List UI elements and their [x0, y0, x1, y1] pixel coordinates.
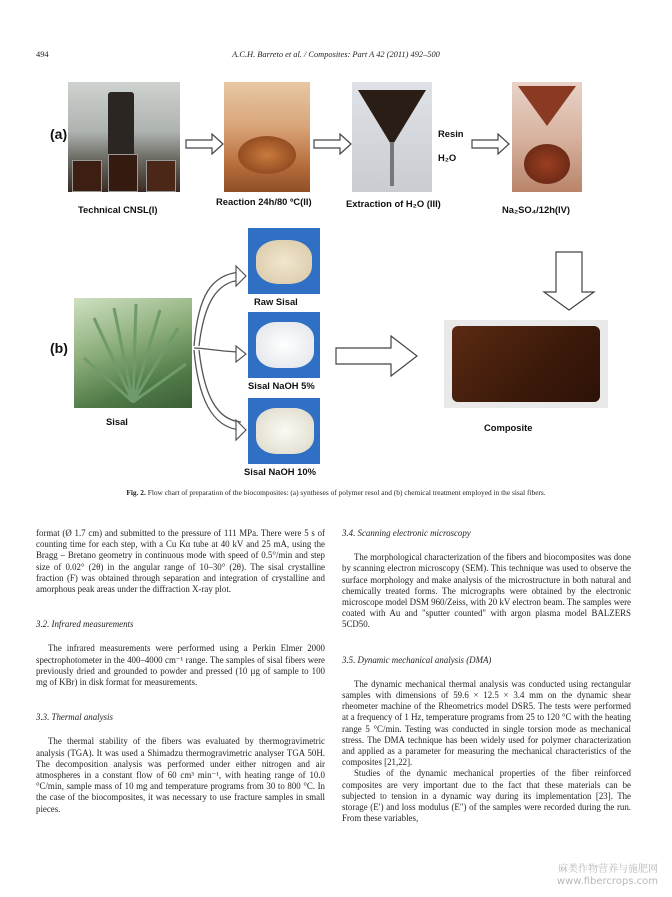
label-h2o: H₂O: [438, 152, 457, 163]
branch-upper-head: [236, 266, 246, 286]
figure-caption: [36, 488, 636, 498]
branch-lower-head: [236, 420, 246, 440]
watermark: [557, 864, 658, 888]
label-extraction: Extraction of H₂O (III): [346, 198, 441, 209]
para-dma-1: The dynamic mechanical thermal analysis was conducted using rectangular samples with dimensions of 59.6 × 12.5 × 3.4 mm on the dynamic shear rheometer machine of the Rheometrics model DSR5. The tests were performed at a frequency of 1 Hz, temperature programs from 25 to 120 °C with the heating range 5 °C/min. Testing was conducted in single torsion mode as mechanical stress. The DMA technique has been widely used for polymer characterization and applied as a parameter for measuring the mechanical characteristics of the composites [21,22].: [342, 678, 631, 768]
para-thermal: The thermal stability of the fibers was evaluated by thermogravimetric analysis (TGA). It was used a Shimadzu thermogravimetric analyser TGA 50H. The decomposition analysis was performed under either nitrogen and air atmospheres in a constant flow of 60 cm³ min⁻¹, with heating range of 10.0 °C/min, sample mass of 10 mg and temperature programs from 30 to 800 °C. In the case of the biocomposites, it was necessary to use fracture samples in small pieces.: [36, 736, 325, 814]
para-dma-2: Studies of the dynamic mechanical properties of the fiber reinforced composites are very important due to the fact that these materials can be subjected to tension in a dynamic way during its implementation [23]. The storage (E′) and loss modulus (E″) of the samples were recorded during the run. From these variables,: [342, 768, 631, 824]
caption-label: Fig. 2.: [126, 488, 146, 497]
para-xrd-continued: format (Ø 1.7 cm) and submitted to the pressure of 111 MPa. There were 5 s of counting time for each step, with a Cu Kα tube at 40 kV and 25 mA, using the Bragg – Bretano geometry in continuous mode with speed of 0.5°/min and step size of 0.02° (2θ) in the angular range of 10–30° (2θ). The sisal crystalline fraction (F) was obtained through separation and integration of crystalline and amorphous peak areas under the diffraction X-ray plot.: [36, 528, 325, 595]
label-sisal-naoh5: Sisal NaOH 5%: [248, 380, 315, 391]
para-sem: The morphological characterization of the fibers and biocomposites was done by scanning electron microscopy (SEM). This technique was used to observe the surface morphology and make analysis of the microstructure in both natural and chemically treated forms. The micrographs were obtained by the electronic microscope model DSM 960/Zeiss, with 20 kV electron beam. The samples were coated with Au and "sputter counted" with argon plasma model BALZERS 5CD50.: [342, 552, 631, 630]
panel-label-b: (b): [50, 340, 68, 356]
photo-sisal-plant: [74, 298, 192, 408]
label-sisal-naoh10: Sisal NaOH 10%: [244, 466, 316, 477]
photo-sisal-naoh10: [248, 398, 320, 464]
heading-thermal: 3.3. Thermal analysis: [36, 712, 113, 723]
running-head: A.C.H. Barreto et al. / Composites: Part A 42 (2011) 492–500: [232, 50, 440, 59]
photo-na2so4: [512, 82, 582, 192]
label-technical-cnsl: Technical CNSL(I): [78, 204, 158, 215]
photo-reaction: [224, 82, 310, 192]
branch-mid-head: [236, 346, 246, 362]
branch-mid: [194, 348, 241, 352]
photo-raw-sisal: [248, 228, 320, 294]
heading-sem: 3.4. Scanning electronic microscopy: [342, 528, 471, 538]
figure-flowchart: [36, 76, 636, 480]
photo-sisal-naoh5: [248, 312, 320, 378]
label-na2so4: Na₂SO₄/12h(IV): [502, 204, 571, 215]
arrow-a3: [472, 134, 509, 154]
label-reaction: Reaction 24h/80 ºC(II): [216, 196, 312, 207]
heading-dma: 3.5. Dynamic mechanical analysis (DMA): [342, 654, 492, 665]
arrow-b-main: [336, 336, 417, 376]
arrow-down: [544, 252, 594, 310]
label-sisal: Sisal: [106, 416, 128, 427]
watermark-line1: 麻类作物营养与施肥网: [558, 864, 658, 875]
panel-label-a: (a): [50, 126, 68, 142]
para-infrared: The infrared measurements were performed using a Perkin Elmer 2000 spectrophotometer in the 400–4000 cm⁻¹ range. The samples of sisal fibers were previously dried and grounded to powder and pressed (10 µg of sample to 100 mg of KBr) in disk format for measurements.: [36, 643, 325, 688]
page-number: 494: [36, 50, 49, 59]
photo-technical-cnsl: [68, 82, 180, 192]
label-raw-sisal: Raw Sisal: [254, 296, 298, 307]
arrow-a1: [186, 134, 223, 154]
photo-composite: [444, 320, 608, 408]
left-column: [36, 528, 325, 815]
right-column: [342, 528, 631, 824]
photo-extraction: [352, 82, 432, 192]
caption-text: Flow chart of preparation of the biocomposites: (a) syntheses of polymer resol and (b) chemical treatment employed in the sisal fibers.: [147, 488, 546, 497]
label-composite: Composite: [484, 422, 533, 433]
arrow-a2: [314, 134, 351, 154]
watermark-line2: www.fibercrops.com: [556, 876, 658, 887]
heading-infrared: 3.2. Infrared measurements: [36, 619, 134, 630]
label-resin: Resin: [438, 128, 464, 139]
